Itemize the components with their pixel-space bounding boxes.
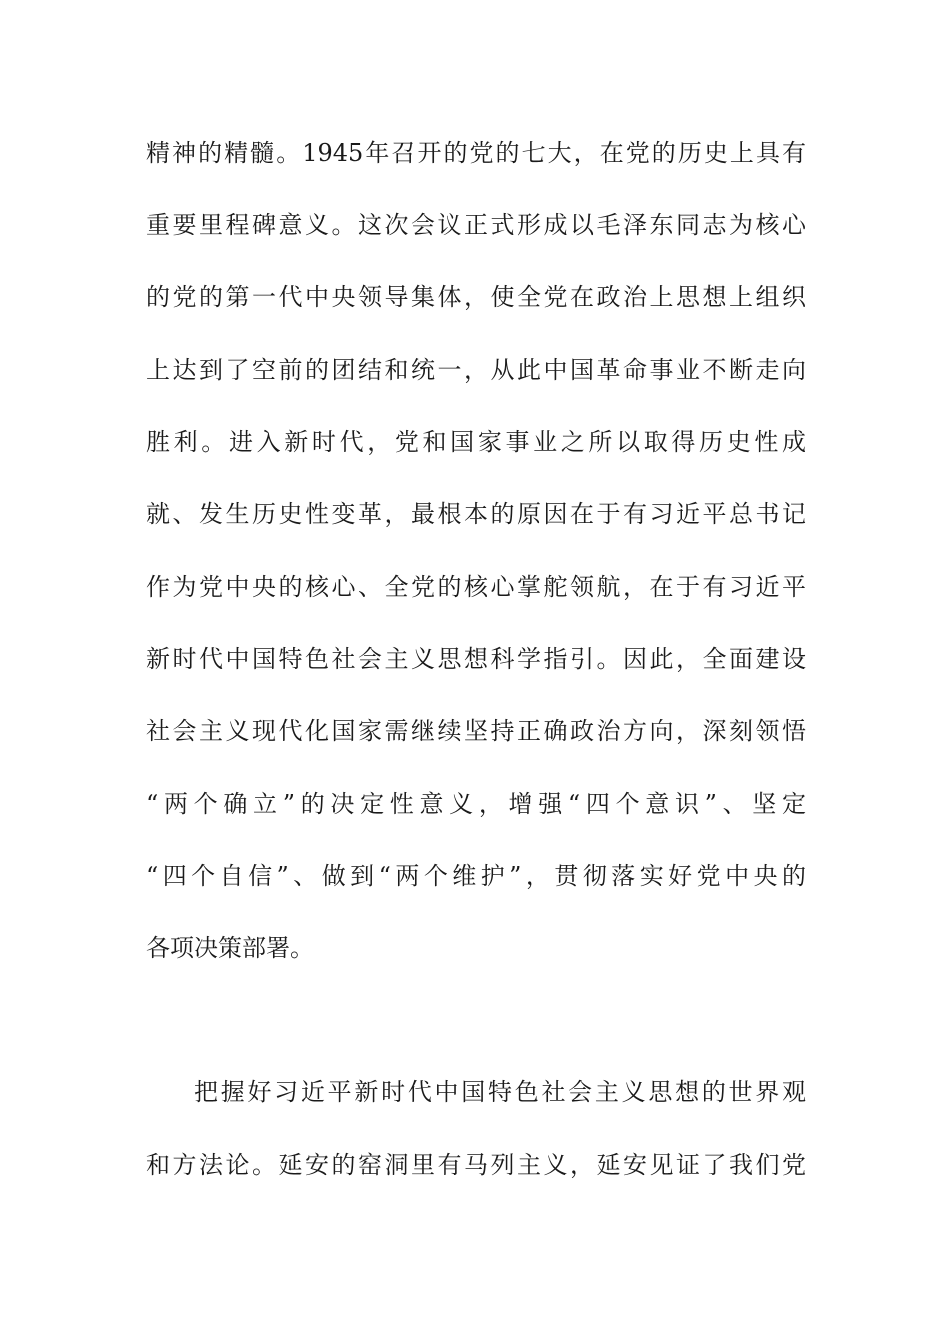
paragraph-1-line-1: 精神的精髓。1945年召开的党的七大，在党的历史上具有	[146, 139, 806, 167]
paragraph-1-line-8: 新时代中国特色社会主义思想科学指引。因此，全面建设	[146, 645, 806, 673]
paragraph-1-line-5: 胜利。进入新时代，党和国家事业之所以取得历史性成	[146, 428, 806, 456]
paragraph-1-line-11: “四个自信”、做到“两个维护”，贯彻落实好党中央的	[146, 862, 806, 890]
paragraph-2-line-2: 和方法论。延安的窑洞里有马列主义，延安见证了我们党	[146, 1151, 806, 1179]
paragraph-1-line-9: 社会主义现代化国家需继续坚持正确政治方向，深刻领悟	[146, 717, 806, 745]
paragraph-1-line-2: 重要里程碑意义。这次会议正式形成以毛泽东同志为核心	[146, 211, 806, 239]
paragraph-1-line-10: “两个确立”的决定性意义，增强“四个意识”、坚定	[146, 790, 806, 818]
paragraph-1-line-4: 上达到了空前的团结和统一，从此中国革命事业不断走向	[146, 356, 806, 384]
paragraph-1-line-3: 的党的第一代中央领导集体，使全党在政治上思想上组织	[146, 283, 806, 311]
paragraph-2-line-1: 把握好习近平新时代中国特色社会主义思想的世界观	[194, 1078, 806, 1106]
paragraph-1-line-12: 各项决策部署。	[146, 934, 314, 962]
paragraph-1-line-6: 就、发生历史性变革，最根本的原因在于有习近平总书记	[146, 500, 806, 528]
paragraph-1-line-7: 作为党中央的核心、全党的核心掌舵领航，在于有习近平	[146, 573, 806, 601]
